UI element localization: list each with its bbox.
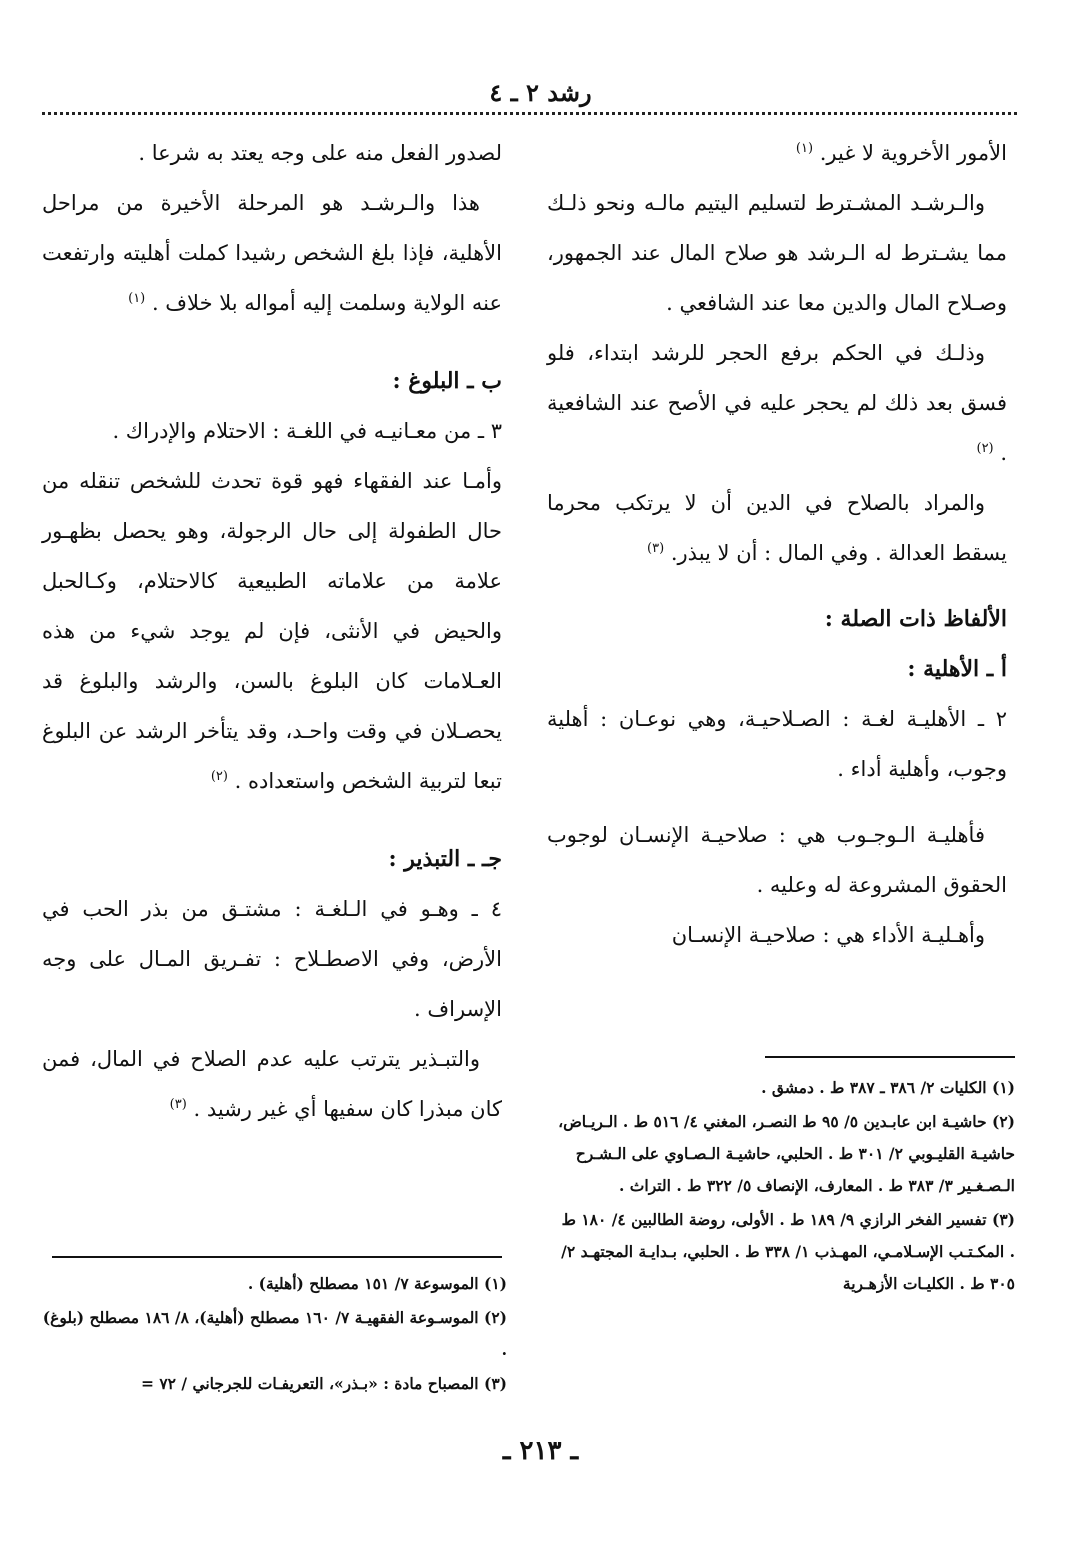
footnote: (٣) تفسير الفخر الرازي ٩/ ١٨٩ ط . الأولى، روضة الطالبين ٤/ ١٨٠ ط . المكـتـب الإسـلامـي، المهـذب ١/ ٣٣٨ ط . الحلبي، بـدايـة المجتهـد ٢/ ٣٠٥ ط . الكليـات الأزهـرية — [561, 1210, 1015, 1293]
footnote-rule — [765, 1056, 1015, 1058]
paragraph: فأهليـة الـوجـوب هي : صلاحيـة الإنسـان لوجوب الحقوق المشروعة له وعليه . — [547, 823, 1007, 897]
subsection-heading: جـ ـ التبذير : — [388, 846, 502, 872]
footnote-ref: (٣) — [647, 541, 665, 556]
footnote: (١) الموسوعة ٧/ ١٥١ مصطلح (أهلية) . — [247, 1274, 507, 1293]
footnote-ref: (١) — [128, 291, 146, 306]
paragraph: وذلـك في الحكم برفع الحجر للرشد ابتداء، فلو فسق بعد ذلك لم يحجر عليه في الأصح عند الشافعية . $^{(٢)}$ — [547, 341, 1007, 465]
paragraph: لصدور الفعل منه على وجه يعتد به شرعا . — [138, 141, 502, 165]
running-header: رشد ٢ ـ ٤ — [489, 78, 592, 107]
footnote: (٣) المصباح مادة : «بـذر»، التعريفـات للجرجاني / ٧٢ = — [140, 1374, 507, 1393]
footnote-ref: (٢) — [210, 769, 228, 784]
right-column — [547, 128, 1007, 960]
paragraph: وأمـا عند الفقهاء فهو قوة تحدث للشخص تنقله من حال الطفولة إلى حال الرجولة، وهو يحصل بظهـور علامة من علاماته الطبيعية كالاحتلام، وكـالحبل والحيض في الأنثى، فإن لم يوجد شيء من هذه العـلامات كان البلوغ بالسن، والرشد والبلوغ قد يحصـلان في وقت واحـد، وقد يتأخر الرشد عن البلوغ تبعا لتربية الشخص واستعداده . $^{(٢)}$ — [42, 469, 502, 793]
left-column — [42, 128, 502, 1134]
paragraph: والـرشـد المشـترط لتسليم اليتيم مالـه ونحو ذلـك مما يشـترط له الـرشد هو صلاح المال عند الجمهور، وصـلاح المال والدين معا عند الشافعي . — [547, 191, 1007, 315]
section-heading: الألفاظ ذات الصلة : — [824, 606, 1007, 632]
footnote: (٢) حاشيـة ابن عابـدين ٥/ ٩٥ ط النصـر، المغني ٤/ ٥١٦ ط . الـريـاض، حاشيـة القليـوبي ٢/ ٣٠١ ط . الحلبي، حاشيـة الـصـاوي على الـشـرح الـصـغـير ٣/ ٣٨٣ ط . المعارف، الإنصاف ٥/ ٣٢٢ ط . التراث . — [558, 1112, 1015, 1195]
paragraph: وأهـليـة الأداء هي : صلاحيـة الإنسـان — [671, 923, 985, 947]
paragraph: هذا والـرشـد هو المرحلة الأخيرة من مراحل الأهلية، فإذا بلغ الشخص رشيدا كملت أهليته وارتفعت عنه الولاية وسلمت إليه أمواله بلا خلاف . $^{(١)}$ — [42, 191, 502, 315]
subsection-heading: أ ـ الأهلية : — [907, 656, 1007, 682]
footnote: (٢) الموسـوعة الفقهيـة ٧/ ١٦٠ مصطلح (أهلية)، ٨/ ١٨٦ مصطلح (بلوغ) . — [42, 1308, 507, 1359]
footnotes-right — [555, 1072, 1015, 1302]
paragraph: الأمور الأخروية لا غير. $^{(١)}$ — [795, 141, 1007, 165]
footnote-ref: (٢) — [976, 441, 994, 456]
paragraph: ٢ ـ الأهليـة لغـة : الصـلاحيـة، وهي نوعـان : أهلية وجوب، وأهلية أداء . — [547, 707, 1007, 781]
footnote-ref: (٣) — [169, 1097, 187, 1112]
footnote-rule — [52, 1256, 502, 1258]
page-number: ـ ٢١٣ ـ — [502, 1436, 579, 1466]
paragraph: ٣ ـ من معـانيـه في اللغـة : الاحتلام والإدراك . — [112, 419, 502, 443]
subsection-heading: ب ـ البلوغ : — [392, 368, 502, 394]
footnote: (١) الكليات ٢/ ٣٨٦ ـ ٣٨٧ ط . دمشق . — [761, 1078, 1015, 1097]
footnote-ref: (١) — [795, 141, 814, 156]
paragraph: ٤ ـ وهـو في الـلغـة : مشتـق من بذر الحب في الأرض، وفي الاصطـلاح : تفـريق المـال على وجه الإسراف . — [42, 897, 502, 1021]
paragraph: والتبـذير يترتب عليه عدم الصلاح في المال، فمن كان مبذرا كان سفيها أي غير رشيد . $^{(٣)}$ — [42, 1047, 502, 1121]
footnotes-left — [42, 1268, 507, 1402]
header-dotted-rule — [42, 112, 1017, 115]
paragraph: والمراد بالصلاح في الدين أن لا يرتكب محرما يسقط العدالة . وفي المال : أن لا يبذر. $^{(٣)}$ — [547, 491, 1007, 565]
